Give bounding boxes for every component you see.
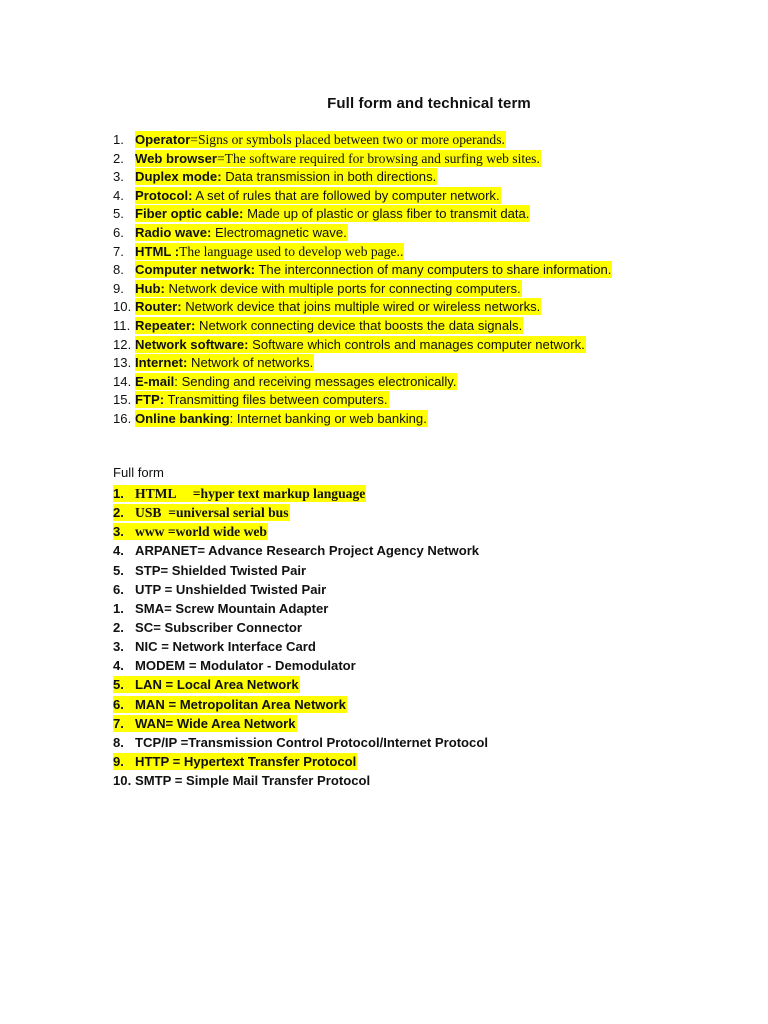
full-form-text: WAN= Wide Area Network (135, 715, 296, 731)
list-item (113, 714, 488, 733)
list-item (113, 205, 612, 224)
term-description: Network device that joins multiple wired or wireless networks. (185, 299, 541, 315)
list-item-content (135, 410, 428, 427)
full-form-text: UTP = Unshielded Twisted Pair (135, 581, 327, 597)
list-item-content (113, 504, 290, 521)
list-item-content (135, 373, 457, 390)
term-description: Network device with multiple ports for connecting computers. (168, 280, 521, 296)
term-label: Computer network: (135, 262, 256, 278)
list-item-number: 3. (113, 169, 124, 185)
list-item-number: 6. (113, 224, 124, 240)
list-item-number: 13. (113, 355, 132, 371)
list-item (113, 261, 612, 280)
list-item-number: 7. (113, 243, 124, 259)
full-form-text: SC= Subscriber Connector (135, 619, 302, 635)
list-item-number: 5. (113, 677, 124, 693)
full-form-text: MODEM = Modulator - Demodulator (135, 658, 356, 674)
list-item-content (135, 187, 501, 204)
list-item-number: 1. (113, 132, 124, 147)
term-label: Router: (135, 299, 182, 315)
list-item-number: 2. (113, 505, 124, 521)
list-item (113, 522, 488, 541)
list-item (113, 131, 612, 150)
list-item-number: 2. (113, 619, 124, 635)
full-forms-list (113, 484, 488, 790)
list-item-content (135, 205, 530, 222)
list-item (113, 695, 488, 714)
term-label: Radio wave: (135, 224, 212, 240)
list-item-content (135, 224, 348, 241)
term-description: The language used to develop web page.. (179, 243, 404, 259)
list-item-content (135, 150, 541, 167)
term-separator: : (174, 373, 182, 389)
list-item-number: 4. (113, 658, 124, 674)
term-description: Data transmission in both directions. (225, 169, 437, 185)
term-description: A set of rules that are followed by computer network. (195, 187, 500, 203)
term-separator: : (229, 410, 237, 426)
full-form-text: NIC = Network Interface Card (135, 639, 316, 655)
list-item-content (113, 543, 479, 558)
term-description: Internet banking or web banking. (236, 410, 427, 426)
list-item-number: 3. (113, 524, 124, 540)
list-item (113, 243, 612, 262)
term-label: Web browser (135, 150, 217, 166)
full-form-text: TCP/IP =Transmission Control Protocol/Internet Protocol (135, 734, 488, 750)
list-item-number: 2. (113, 150, 124, 166)
list-item-content (113, 523, 268, 540)
list-item-content (135, 243, 404, 260)
list-item (113, 637, 488, 656)
list-item (113, 168, 612, 187)
term-description: Network of networks. (191, 355, 314, 371)
term-separator: = (190, 132, 198, 147)
list-item (113, 503, 488, 522)
list-item-number: 1. (113, 486, 124, 501)
list-item (113, 541, 488, 560)
list-item (113, 150, 612, 169)
list-item-content (113, 658, 356, 673)
list-item-content (113, 753, 357, 770)
term-label: Internet: (135, 355, 188, 371)
list-item (113, 187, 612, 206)
list-item-content (135, 261, 612, 278)
term-label: FTP: (135, 392, 165, 408)
list-item-content (113, 735, 488, 750)
list-item-content (135, 131, 506, 148)
technical-terms-list (113, 131, 612, 429)
list-item-number: 10. (113, 773, 132, 789)
list-item-number: 8. (113, 262, 124, 278)
term-description: Software which controls and manages computer network. (252, 336, 585, 352)
full-form-heading: Full form (113, 465, 164, 480)
list-item-number: 15. (113, 392, 132, 408)
list-item (113, 675, 488, 694)
full-form-text: LAN = Local Area Network (135, 677, 299, 693)
list-item-number: 8. (113, 734, 124, 750)
term-separator: = (216, 150, 225, 166)
term-description: The interconnection of many computers to share information. (258, 262, 612, 278)
list-item-number: 9. (113, 280, 124, 296)
full-form-text: USB =universal serial bus (135, 505, 289, 521)
list-item (113, 373, 612, 392)
term-description: Made up of plastic or glass fiber to transmit data. (247, 206, 530, 222)
list-item-content (113, 696, 347, 713)
list-item (113, 599, 488, 618)
list-item-content (113, 485, 366, 502)
list-item (113, 484, 488, 503)
list-item-number: 6. (113, 696, 124, 712)
term-description: Transmitting files between computers. (167, 392, 388, 408)
list-item-content (135, 354, 314, 371)
list-item (113, 618, 488, 637)
list-item-number: 11. (113, 317, 131, 333)
list-item-number: 5. (113, 562, 124, 578)
list-item (113, 561, 488, 580)
list-item (113, 656, 488, 675)
list-item-number: 7. (113, 715, 124, 731)
term-label: Network software: (135, 336, 249, 352)
list-item-content (113, 563, 306, 578)
list-item-content (135, 298, 541, 315)
list-item (113, 224, 612, 243)
list-item-number: 9. (113, 753, 124, 769)
term-description: Electromagnetic wave. (215, 224, 347, 240)
full-form-text: SMA= Screw Mountain Adapter (135, 600, 329, 616)
list-item-number: 1. (113, 600, 124, 616)
full-form-text: www =world wide web (135, 524, 267, 540)
full-form-text: MAN = Metropolitan Area Network (135, 696, 346, 712)
term-description: Network connecting device that boosts the data signals. (199, 317, 523, 333)
list-item-content (113, 773, 370, 788)
list-item (113, 391, 612, 410)
list-item (113, 733, 488, 752)
term-label: Online banking (135, 410, 230, 426)
list-item (113, 580, 488, 599)
list-item-content (113, 639, 316, 654)
full-form-text: STP= Shielded Twisted Pair (135, 562, 307, 578)
list-item-number: 14. (113, 373, 132, 389)
term-description: The software required for browsing and surfing web sites. (224, 150, 540, 166)
list-item-content (135, 280, 522, 297)
list-item-content (135, 317, 523, 334)
list-item (113, 771, 488, 790)
list-item (113, 752, 488, 771)
list-item (113, 410, 612, 429)
list-item (113, 280, 612, 299)
full-form-text: SMTP = Simple Mail Transfer Protocol (135, 773, 371, 789)
list-item (113, 354, 612, 373)
page-title: Full form and technical term (327, 95, 531, 112)
term-label: Protocol: (135, 187, 193, 203)
list-item (113, 298, 612, 317)
full-form-text: ARPANET= Advance Research Project Agency Network (135, 543, 480, 559)
term-label: Duplex mode: (135, 169, 222, 185)
list-item-content (135, 391, 389, 408)
list-item-number: 16. (113, 410, 132, 426)
list-item-number: 12. (113, 336, 132, 352)
term-label: Fiber optic cable: (135, 206, 244, 222)
term-label: Repeater: (135, 317, 196, 333)
list-item-number: 6. (113, 581, 124, 597)
full-form-text: HTTP = Hypertext Transfer Protocol (135, 753, 357, 769)
list-item-number: 4. (113, 187, 124, 203)
list-item-content (113, 601, 328, 616)
term-label: Hub: (135, 280, 165, 296)
term-description: Signs or symbols placed between two or more operands. (197, 132, 505, 147)
list-item-number: 10. (113, 299, 132, 315)
list-item-number: 5. (113, 206, 124, 222)
list-item-number: 3. (113, 639, 124, 655)
list-item-content (113, 676, 300, 693)
list-item-content (113, 620, 302, 635)
term-label: Operator (135, 132, 191, 147)
list-item-content (113, 582, 326, 597)
list-item (113, 336, 612, 355)
list-item-number: 4. (113, 543, 124, 559)
term-label: E-mail (135, 373, 175, 389)
full-form-text: HTML =hyper text markup language (135, 486, 366, 501)
list-item-content (113, 715, 297, 732)
list-item-content (135, 336, 586, 353)
list-item (113, 317, 612, 336)
term-description: Sending and receiving messages electronically. (181, 373, 457, 389)
list-item-content (135, 168, 437, 185)
term-label: HTML : (135, 243, 180, 259)
